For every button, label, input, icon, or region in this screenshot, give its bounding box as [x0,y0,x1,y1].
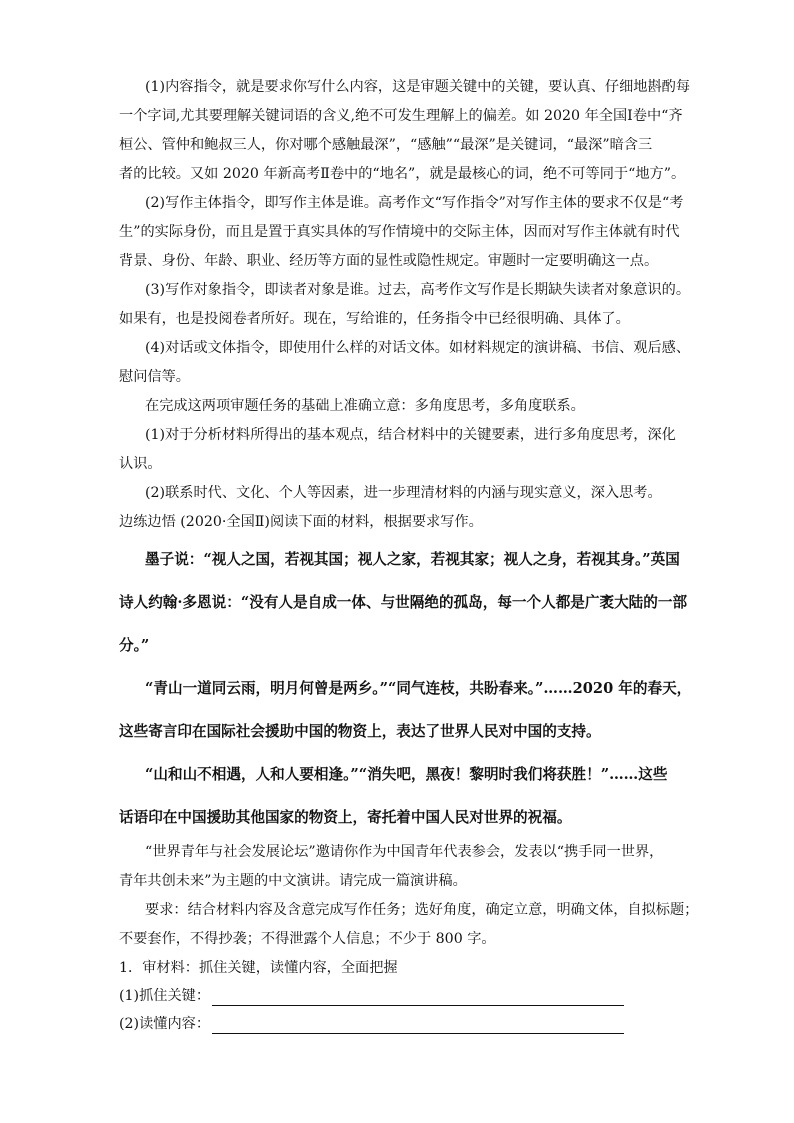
text-line: 话语印在中国援助其他国家的物资上，寄托着中国人民对世界的祝福。 [119,809,572,826]
fill-in-blank-row [119,1014,624,1034]
text-line: 认识。 [119,456,162,472]
text-line: 慰问信等。 [119,369,190,385]
text-line: (1)对于分析材料所得出的基本观点，结合材料中的关键要素，进行多角度思考，深化 [145,427,676,443]
text-line: 青年共创未来”为主题的中文演讲。请完成一篇演讲稿。 [119,873,467,889]
fill-in-label: (1)抓住关键： [119,988,211,1004]
text-line: (1)内容指令，就是要求你写什么内容，这是审题关键中的关键，要认真、仔细地斟酌每 [145,79,691,95]
text-line: 诗人约翰·多恩说：“没有人是自成一体、与世隔绝的孤岛，每一个人都是广袤大陆的一部 [119,594,688,611]
answer-blank-line[interactable] [212,1017,624,1034]
text-line: 在完成这两项审题任务的基础上准确立意：多角度思考，多角度联系。 [145,398,585,414]
text-line: 这些寄言印在国际社会援助中国的物资上，表达了世界人民对中国的支持。 [119,723,601,740]
text-line: (2)写作主体指令，即写作主体是谁。高考作文“写作指令”对写作主体的要求不仅是“考 [145,195,684,211]
fill-in-label: (2)读懂内容： [119,1016,211,1032]
text-line: 者的比较。又如 2020 年新高考Ⅱ卷中的“地名”，就是最核心的词，绝不可等同于“地方”。 [119,166,686,182]
fill-in-blank-row [119,986,624,1006]
text-line: 1．审材料：抓住关键，读懂内容，全面把握 [119,960,398,976]
text-line: “山和山不相遇，人和人要相逢。”“消失吧，黑夜！黎明时我们将获胜！”……这些 [145,766,668,783]
text-line: “青山一道同云雨，明月何曾是两乡。”“同气连枝，共盼春来。”……2020 年的春天， [145,680,692,697]
text-line: 如果有，也是投阅卷者所好。现在，写给谁的，任务指令中已经很明确、具体了。 [119,311,630,327]
text-line: 要求：结合材料内容及含意完成写作任务；选好角度，确定立意，明确文体，自拟标题； [145,902,699,918]
text-line: 分。” [119,637,150,654]
answer-blank-line[interactable] [212,989,624,1006]
text-line: 生”的实际身份，而且是置于真实具体的写作情境中的交际主体，因而对写作主体就有时代 [119,224,680,240]
text-line: 不要套作，不得抄袭；不得泄露个人信息；不少于 800 字。 [119,931,496,947]
text-line: 背景、身份、年龄、职业、经历等方面的显性或隐性规定。审题时一定要明确这一点。 [119,253,659,269]
text-line: (2)联系时代、文化、个人等因素，进一步理清材料的内涵与现实意义，深入思考。 [145,485,662,501]
text-line: 墨子说：“视人之国，若视其国；视人之家，若视其家；视人之身，若视其身。”英国 [145,551,680,568]
text-line: (3)写作对象指令，即读者对象是谁。过去，高考作文写作是长期缺失读者对象意识的。 [145,282,691,298]
text-line: (4)对话或文体指令，即使用什么样的对话文体。如材料规定的演讲稿、书信、观后感、 [145,340,691,356]
text-line: 一个字词,尤其要理解关键词语的含义,绝不可发生理解上的偏差。如 2020 年全国Ⅰ卷中“齐 [119,108,683,124]
text-line: “世界青年与社会发展论坛”邀请你作为中国青年代表参会，发表以“携手同一世界， [145,844,664,860]
text-line: 边练边悟 (2020·全国Ⅱ)阅读下面的材料，根据要求写作。 [119,514,483,530]
text-line: 桓公、管仲和鲍叔三人，你对哪个感触最深”，“感触”“最深”是关键词，“最深”暗含三 [119,137,653,153]
